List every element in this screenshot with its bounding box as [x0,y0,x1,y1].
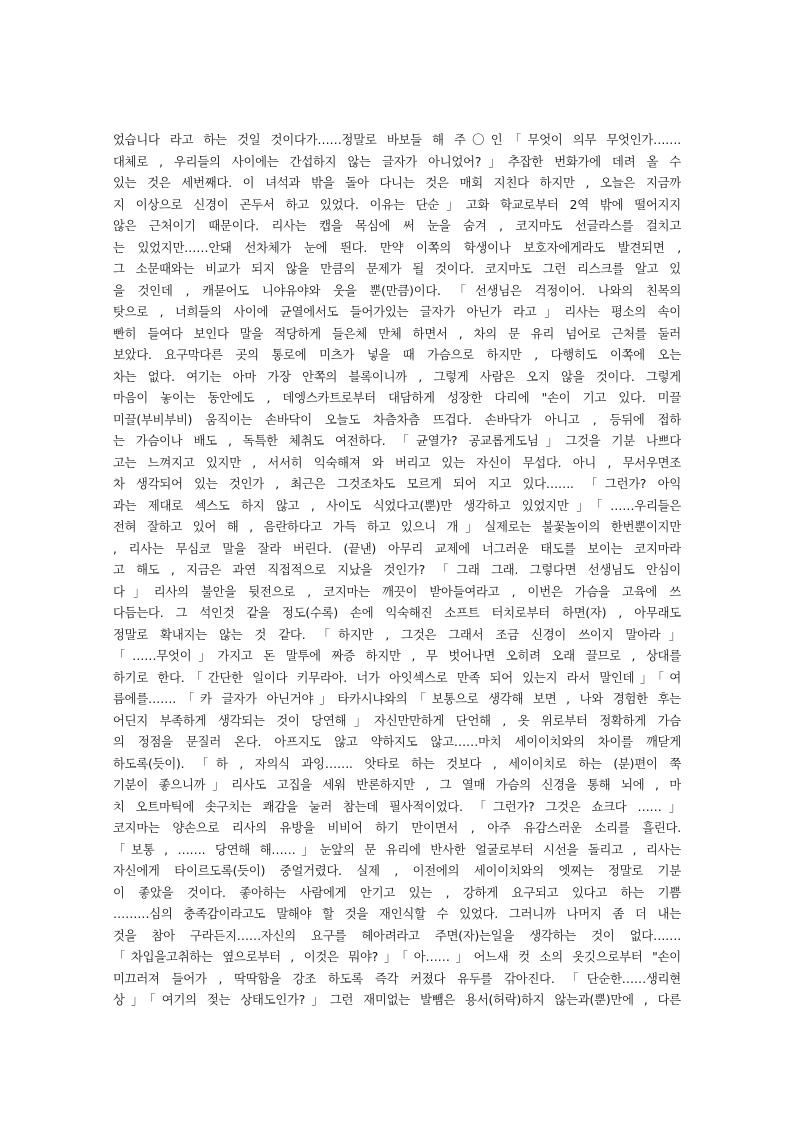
body-text [113,130,681,1012]
text-line: 다」리사의 불안을 뒷전으로 , 코지마는 깨끗이 받아들여라고 , 이번은 가슴을 고육에 쓰 [113,584,681,599]
text-line: 하도록(듯이). 「하 , 자의식 과잉……. 앗타로 하는 것보다 , 세이이치로 하는 (분)편이 쭉 [113,756,681,771]
text-line: 「차입을고취하는 옆으로부터 , 이것은 뭐야?」「아……」어느새 컷 소의 옷깃으로부터 "손이 [113,950,681,964]
text-line: 차는 없다. 여기는 아마 가장 안쪽의 블록이니까 , 그렇게 사람은 오지 않을 것이다. 그렇게 [113,369,681,384]
text-line: 보았다. 요구막다른 곳의 통로에 미츠가 넣을 때 가슴으로 하지만 , 다행히도 이쪽에 오는 [113,348,681,362]
text-line: 름에를…….「카 글자가 아닌거야」타카시냐와의「보통으로 생각해 보면 , 나와 경험한 후는 [113,692,681,706]
text-line: 전혀 잘하고 있어 해 , 음란하다고 가득 하고 있으니 개」실제로는 불꽃놀이의 한번뿐이지만 [113,520,681,534]
text-line: , 리사는 무심코 말을 잘라 버린다. (끝낸) 아무리 교제에 너그러운 태도를 보이는 코지마라 [113,541,681,556]
text-line: 이 좋았을 것이다. 좋아하는 사람에게 안기고 있는 , 강하게 요구되고 있다고 하는 기쁨 [113,885,681,900]
text-line: 는 있었지만……안돼 선차체가 눈에 띈다. 만약 이쪽의 학생이나 보호자에게라도 발견되면 , [113,240,681,255]
text-line: 대체로 , 우리들의 사이에는 간섭하지 않는 글자가 아니었어?」추잡한 번화가에 데려 올 수 [113,154,681,169]
text-line: 다듬는다. 그 석인것 같을 정도(수록) 손에 익숙해진 소프트 터치로부터 하면(자) , 아무래도 [113,606,681,620]
text-line: 「보통 , ……. 당연해 해……」눈앞의 문 유리에 반사한 얼굴로부터 시선을 돌리고 , 리사는 [113,842,681,857]
text-line: 차 생각되어 있는 것인가 , 최근은 그것조차도 모르게 되어 지고 있다……. 「그런가? 아익 [113,477,681,491]
text-line: 치 오트마틱에 솟구치는 쾌감을 눌러 참는데 필사적이었다. 「그런가? 그것은 쇼크다 ……」 [113,799,681,814]
text-line: ………심의 충족감이라고도 말해야 할 것을 재인식할 수 있었다. 그러니까 나머지 좀 더 내는 [113,907,681,921]
text-line: 는 가슴이나 배도 , 독특한 체취도 여전하다. 「균열가? 공교롭게도님」그것을 기분 나쁘다 [113,434,681,448]
text-line: 하기로 한다.「간단한 일이다 키무라아. 너가 아잇섹스로 만족 되어 있는지 라서 말인데」「여 [113,670,681,685]
text-line: 의 정점을 문질러 온다. 아프지도 않고 약하지도 않고……마치 세이이치와의 차이를 깨닫게 [113,735,681,749]
text-line: 었습니다 라고 하는 것일 것이다가……정말로 바보들 해 주〇인「무엇이 의무 무엇인가……. [113,133,681,147]
text-line: 미끌(부비부비) 움직이는 손바닥이 오늘도 차츰차츰 뜨겁다. 손바닥가 아니고 , 등뒤에 접하 [113,412,681,427]
text-line: 상」「여기의 젖는 상태도인가?」그런 재미없는 발뺌은 용서(허락)하지 않는과(뿐)만에 , 다른 [113,993,681,1007]
text-line: 고 해도 , 지금은 과연 직접적으로 지났을 것인가? 「그래 그래. 그렇다면 선생님도 안심이 [113,563,681,577]
text-line: 고는 느껴지고 있지만 , 서서히 익숙해져 와 버리고 있는 자신이 무섭다. 아니 , 무서우면조 [113,455,681,470]
text-line: 미끄러져 들어가 , 딱딱함을 강조 하도록 즉각 커졌다 유두를 갂아진다. 「단순한……생리현 [113,971,681,986]
text-line: 빤히 들여다 보인다 말을 적당하게 들은체 만체 하면서 , 차의 문 유리 넘어로 근처를 둘러 [113,326,681,341]
text-line: 그 소문때와는 비교가 되지 않을 만큼의 문제가 될 것이다. 코지마도 그런 리스크를 알고 있 [113,262,681,276]
text-line: 지 이상으로 신경이 곤두서 하고 있었다. 이유는 단순」고화 학교로부터 2역 밖에 떨어지지 [113,197,681,212]
text-line: 않은 근처이기 때문이다. 리사는 캡을 목심에 써 눈을 숨겨 , 코지마도 선글라스를 걸치고 [113,219,681,233]
text-line: 코지마는 양손으로 리사의 유방을 비비어 하기 만이면서 , 아주 유감스러운 소리를 흘린다. [113,821,681,835]
text-line: 과는 제대로 섹스도 하지 않고 , 사이도 식었다고(뿐)만 생각하고 있었지만」「……우리들은 [113,498,681,513]
text-line: 자신에게 타이르도록(듯이) 중얼거렸다. 실제 , 이전에의 세이이치와의 엣찌는 정말로 기분 [113,864,681,878]
text-line: 마음이 놓이는 동안에도 , 데엥스카트로부터 대담하게 성장한 다리에 "손이 기고 있다. 미끌 [113,391,681,405]
text-line: 정말로 확내지는 않는 것 같다. 「하지만 , 그것은 그래서 조금 신경이 쓰이지 말아라」 [113,627,681,642]
text-line: 을 것인데 , 캐묻어도 니야유야와 웃을 뿐(만큼)이다. 「선생님은 걱정이어. 나와의 친목의 [113,283,681,298]
text-line: 있는 것은 세번째다. 이 녀석과 밖을 돌아 다니는 것은 매회 지친다 하지만 , 오늘은 지금까 [113,176,681,190]
text-line: 어딘지 부족하게 생각되는 것이 당연해」자신만만하게 단언해 , 옷 위로부터 정확하게 가슴 [113,713,681,728]
text-line: 탓으로 , 너희들의 사이에 균열에서도 들어가있는 글자가 아닌가 라고」리사는 평소의 속이 [113,305,681,319]
text-line: 것을 참아 구라든지……자신의 요구를 헤아려라고 주면(자)는일을 생각하는 것이 없다……. [113,928,681,943]
text-line: 기분이 좋으니까」리사도 고집을 세워 반론하지만 , 그 열매 가슴의 신경을 통해 뇌에 , 마 [113,778,681,792]
text-line: 「……무엇이」가지고 돈 말투에 짜증 하지만 , 무 벗어나면 오히려 오래 끌므로 , 상대를 [113,649,681,663]
